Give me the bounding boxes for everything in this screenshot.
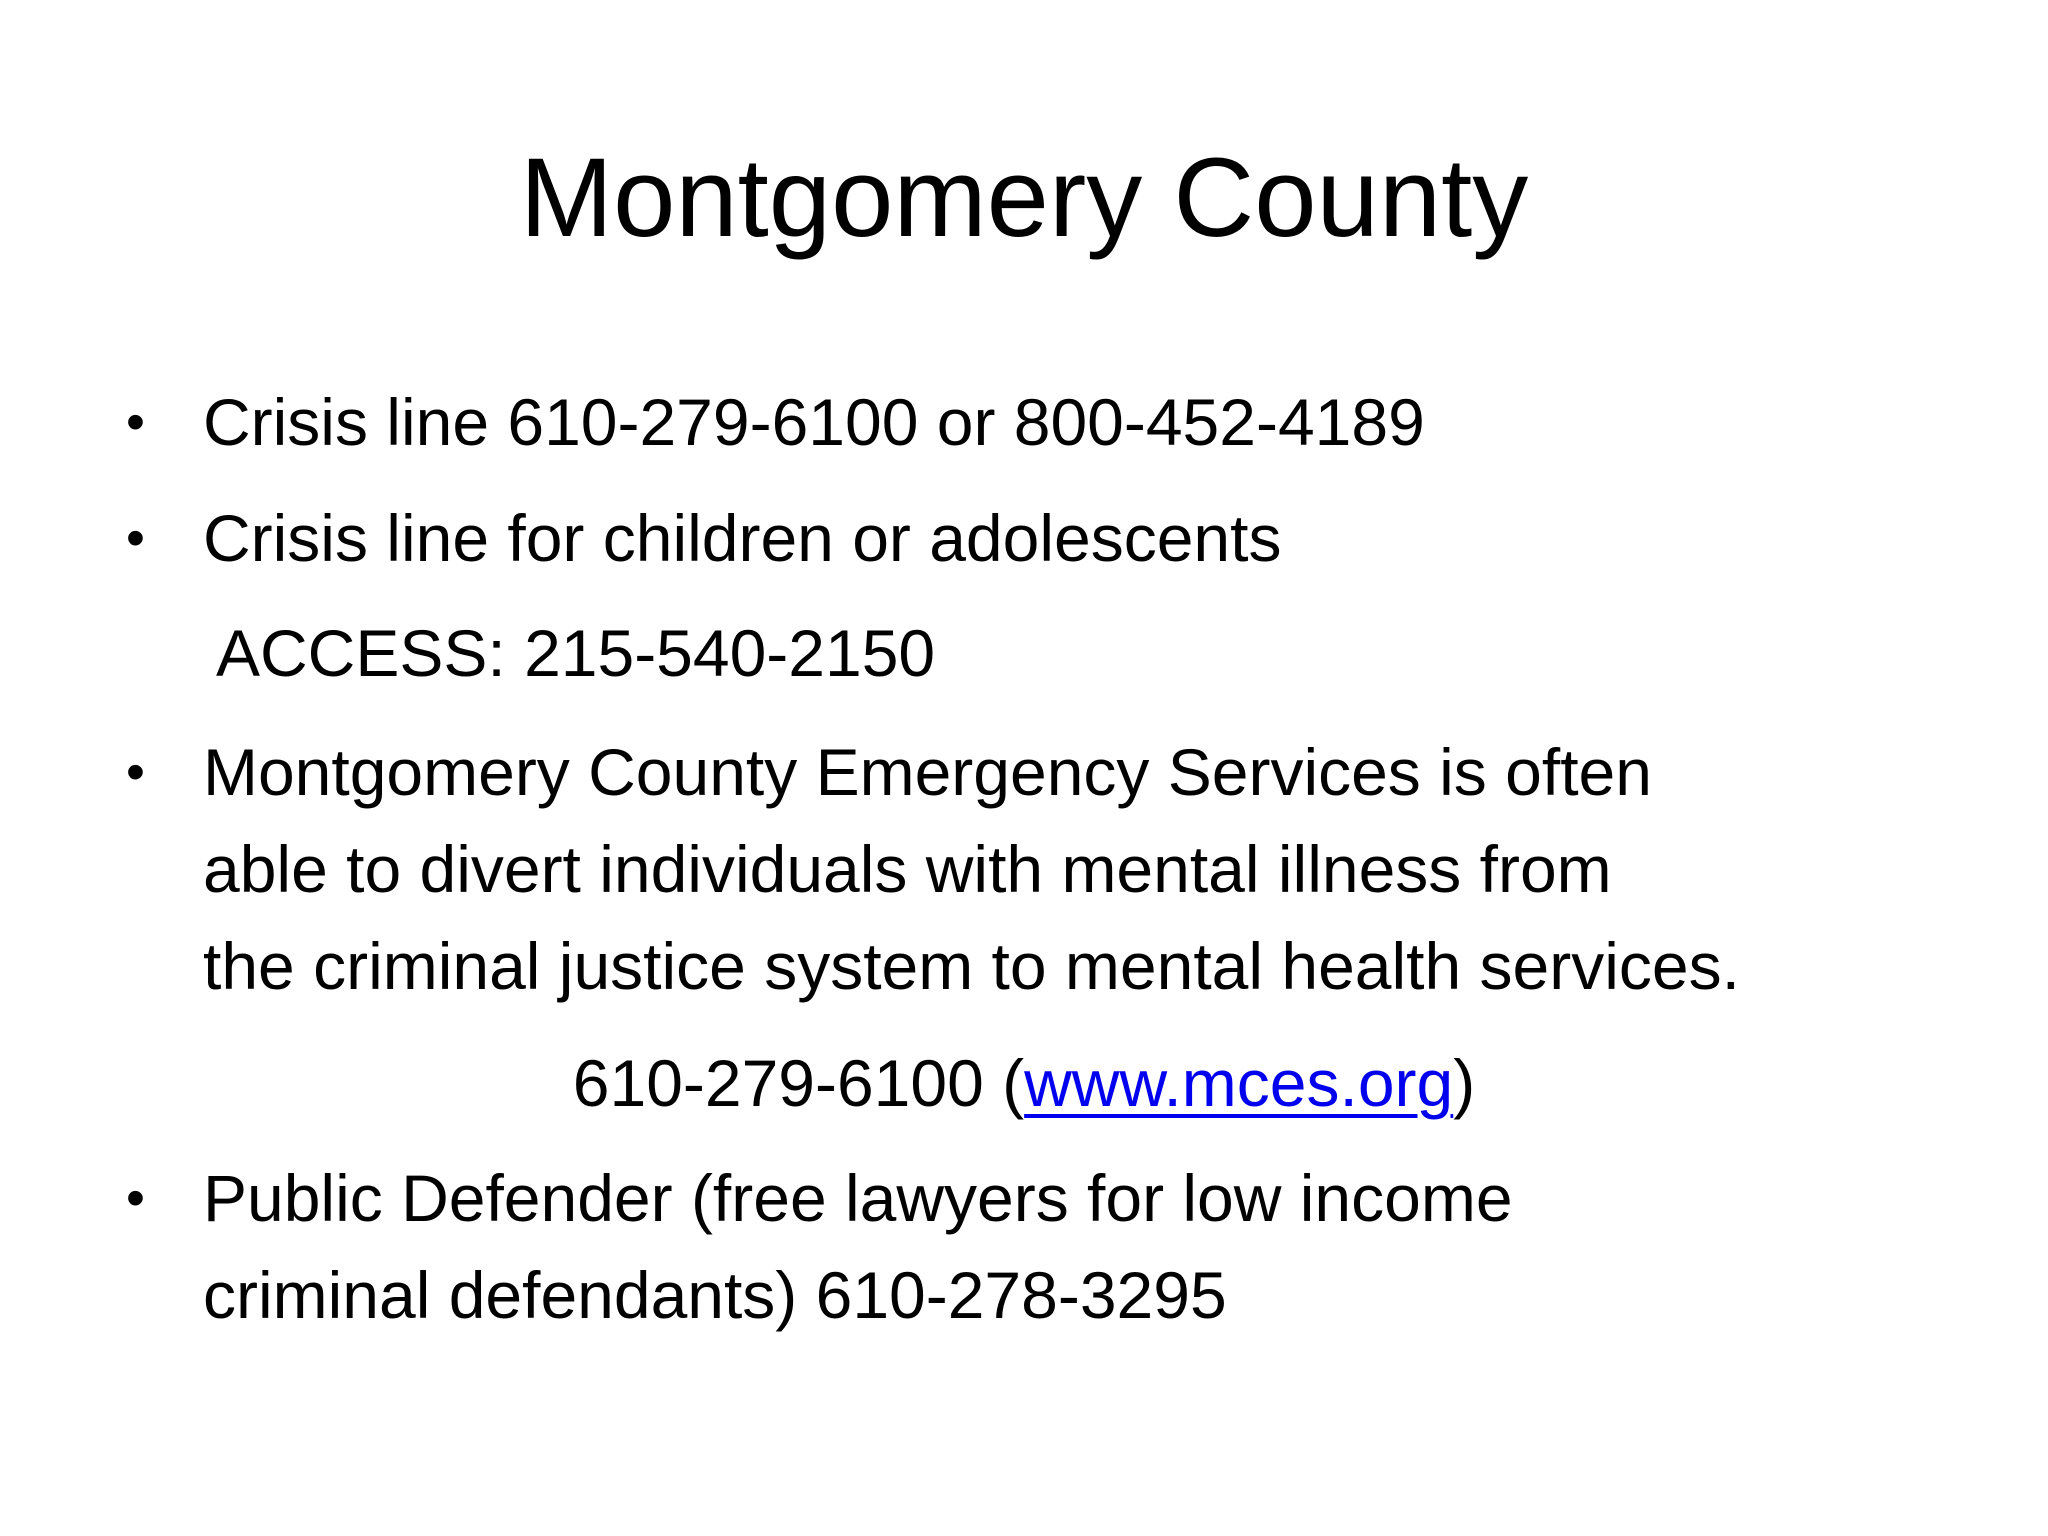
public-defender-text-line-1: Public Defender (free lawyers for low income	[203, 1161, 1513, 1235]
bullet-icon: •	[126, 1168, 145, 1228]
access-line: ACCESS: 215-540-2150	[216, 616, 936, 690]
bullet-icon: •	[126, 742, 145, 802]
bullet-icon: •	[126, 508, 145, 568]
mces-phone: 610-279-6100 (	[572, 1046, 1025, 1120]
mces-contact-line	[0, 1046, 2048, 1120]
crisis-line-text: Crisis line 610-279-6100 or 800-452-4189	[203, 385, 1425, 459]
mces-text-line-3: the criminal justice system to mental health services.	[203, 929, 1740, 1003]
mces-website-link[interactable]: www.mces.org	[1024, 1046, 1454, 1120]
mces-text-line-1: Montgomery County Emergency Services is often	[203, 735, 1652, 809]
mces-text-line-2: able to divert individuals with mental illness from	[203, 832, 1612, 906]
mces-contact-suffix: )	[1453, 1046, 1476, 1120]
bullet-icon: •	[126, 392, 145, 452]
slide-title: Montgomery County	[519, 135, 1529, 260]
public-defender-text-line-2: criminal defendants) 610-278-3295	[203, 1258, 1227, 1332]
youth-crisis-line-text: Crisis line for children or adolescents	[203, 501, 1282, 575]
